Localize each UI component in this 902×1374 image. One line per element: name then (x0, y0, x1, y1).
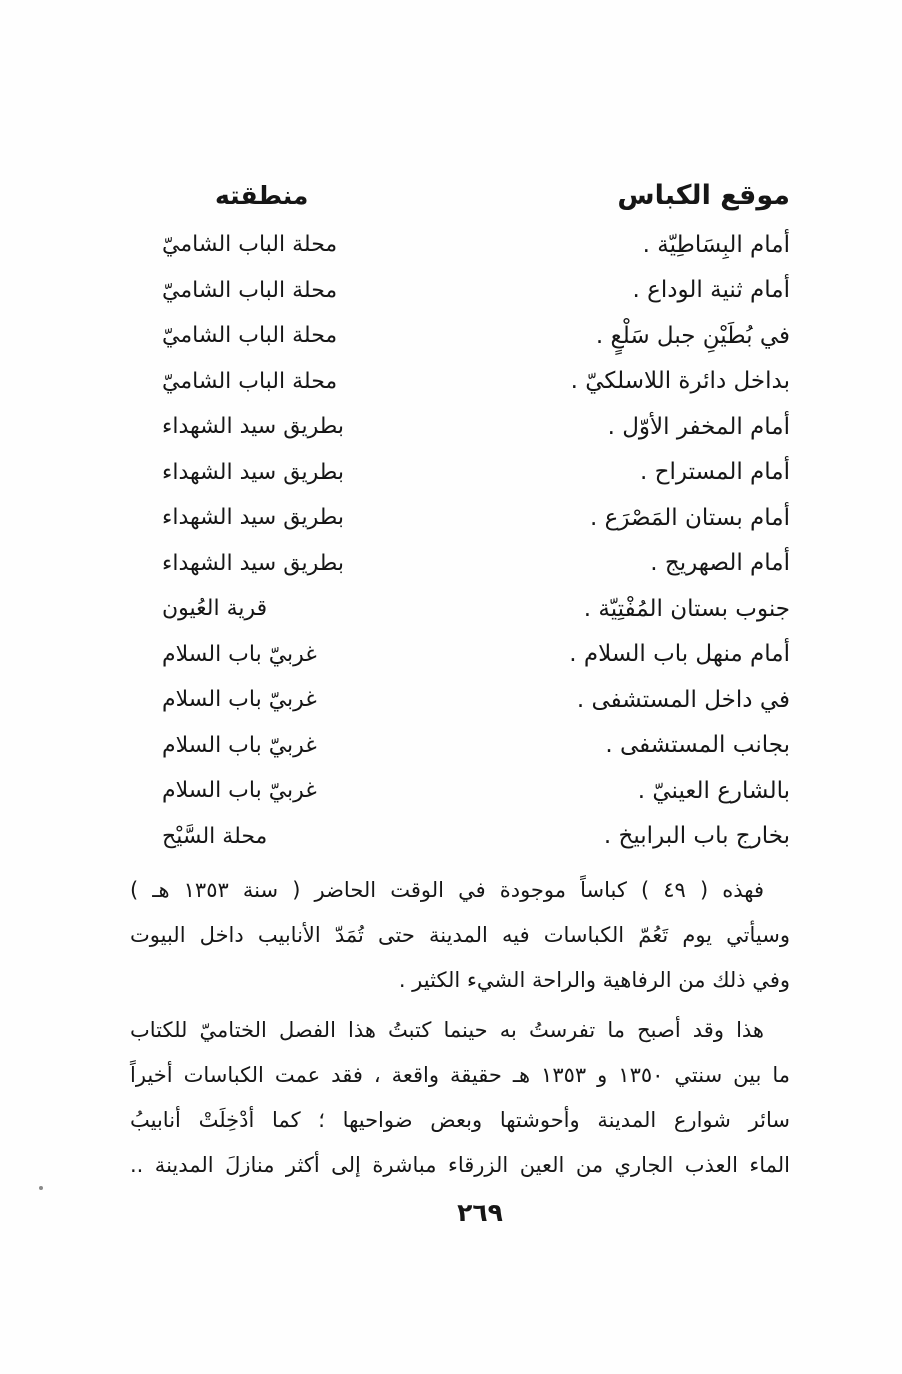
location-cell: بخارج باب البرابيخ . (603, 823, 790, 850)
location-cell: جنوب بستان المُفْتِيّة . (583, 595, 790, 622)
table-row (130, 723, 790, 769)
district-cell: غربيّ باب السلام (162, 641, 317, 667)
location-cell: أمام بستان المَصْرَع . (589, 504, 790, 531)
district-cell: بطريق سيد الشهداء (162, 505, 344, 531)
district-cell: غربيّ باب السلام (162, 687, 317, 713)
district-cell: محلة الباب الشاميّ (162, 323, 338, 349)
district-cell: بطريق سيد الشهداء (162, 550, 344, 576)
paragraph-line: وفي ذلك من الرفاهية والراحة الشيء الكثير . (398, 968, 790, 992)
location-cell: في داخل المستشفى . (576, 686, 790, 713)
table-header-location: موقع الكباس (617, 179, 790, 211)
paragraph-line: فهذه ( ٤٩ ) كباساً موجودة في الوقت الحاضر ( سنة ١٣٥٣ هـ ) (130, 878, 764, 902)
district-cell: محلة السَّيْح (162, 823, 268, 849)
table-row (130, 222, 790, 268)
location-cell: أمام الصهريج . (650, 550, 790, 577)
table-row (130, 450, 790, 496)
district-cell: غربيّ باب السلام (162, 778, 317, 804)
ink-speck (39, 1186, 43, 1190)
table-header-district: منطقته (215, 180, 309, 210)
location-cell: في بُطَيْنِ جبل سَلْعٍ . (595, 322, 790, 349)
district-cell: بطريق سيد الشهداء (162, 414, 344, 440)
location-cell: بجانب المستشفى . (605, 732, 790, 759)
table-row (130, 768, 790, 814)
table-row (130, 495, 790, 541)
paragraph-line: الماء العذب الجاري من العين الزرقاء مباشرة إلى أكثر منازلَ المدينة .. (130, 1153, 790, 1177)
location-cell: أمام المستراح . (640, 459, 790, 486)
paragraph-summary (130, 868, 790, 1003)
locations-table (130, 222, 790, 859)
table-row (130, 814, 790, 860)
paragraph-line: ما بين سنتي ١٣٥٠ و ١٣٥٣ هـ حقيقة واقعة ، فقد عمت الكباسات أخيراً (130, 1063, 790, 1087)
paragraph-closing (130, 1008, 790, 1188)
table-row (130, 677, 790, 723)
location-cell: أمام المخفر الأوّل . (607, 413, 790, 440)
table-row (130, 541, 790, 587)
location-cell: أمام البِسَاطِيّة . (642, 231, 790, 258)
district-cell: بطريق سيد الشهداء (162, 459, 344, 485)
district-cell: غربيّ باب السلام (162, 732, 317, 758)
location-cell: بالشارع العينيّ . (637, 777, 790, 804)
district-cell: محلة الباب الشاميّ (162, 277, 338, 303)
page-number: ٢٦٩ (457, 1198, 503, 1227)
paragraph-line: هذا وقد أصبح ما تفرستُ به حينما كتبتُ هذا الفصل الختاميّ للكتاب (130, 1018, 764, 1042)
location-cell: بداخل دائرة اللاسلكيّ . (570, 368, 790, 395)
paragraph-line: وسيأتي يوم تَعُمّ الكباسات فيه المدينة حتى تُمَدّ الأنابيب داخل البيوت (130, 923, 790, 947)
table-row (130, 359, 790, 405)
paragraph-line: سائر شوارع المدينة وأحوشتها وبعض ضواحيها ؛ كما أدْخِلَتْ أنابيبُ (130, 1108, 790, 1132)
district-cell: محلة الباب الشاميّ (162, 368, 338, 394)
district-cell: محلة الباب الشاميّ (162, 232, 338, 258)
table-row (130, 268, 790, 314)
table-header-row (130, 170, 790, 220)
table-row (130, 632, 790, 678)
location-cell: أمام منهل باب السلام . (569, 641, 790, 668)
district-cell: قرية العُيون (162, 596, 268, 622)
table-row (130, 586, 790, 632)
table-row (130, 313, 790, 359)
table-row (130, 404, 790, 450)
location-cell: أمام ثنية الوداع . (632, 277, 790, 304)
